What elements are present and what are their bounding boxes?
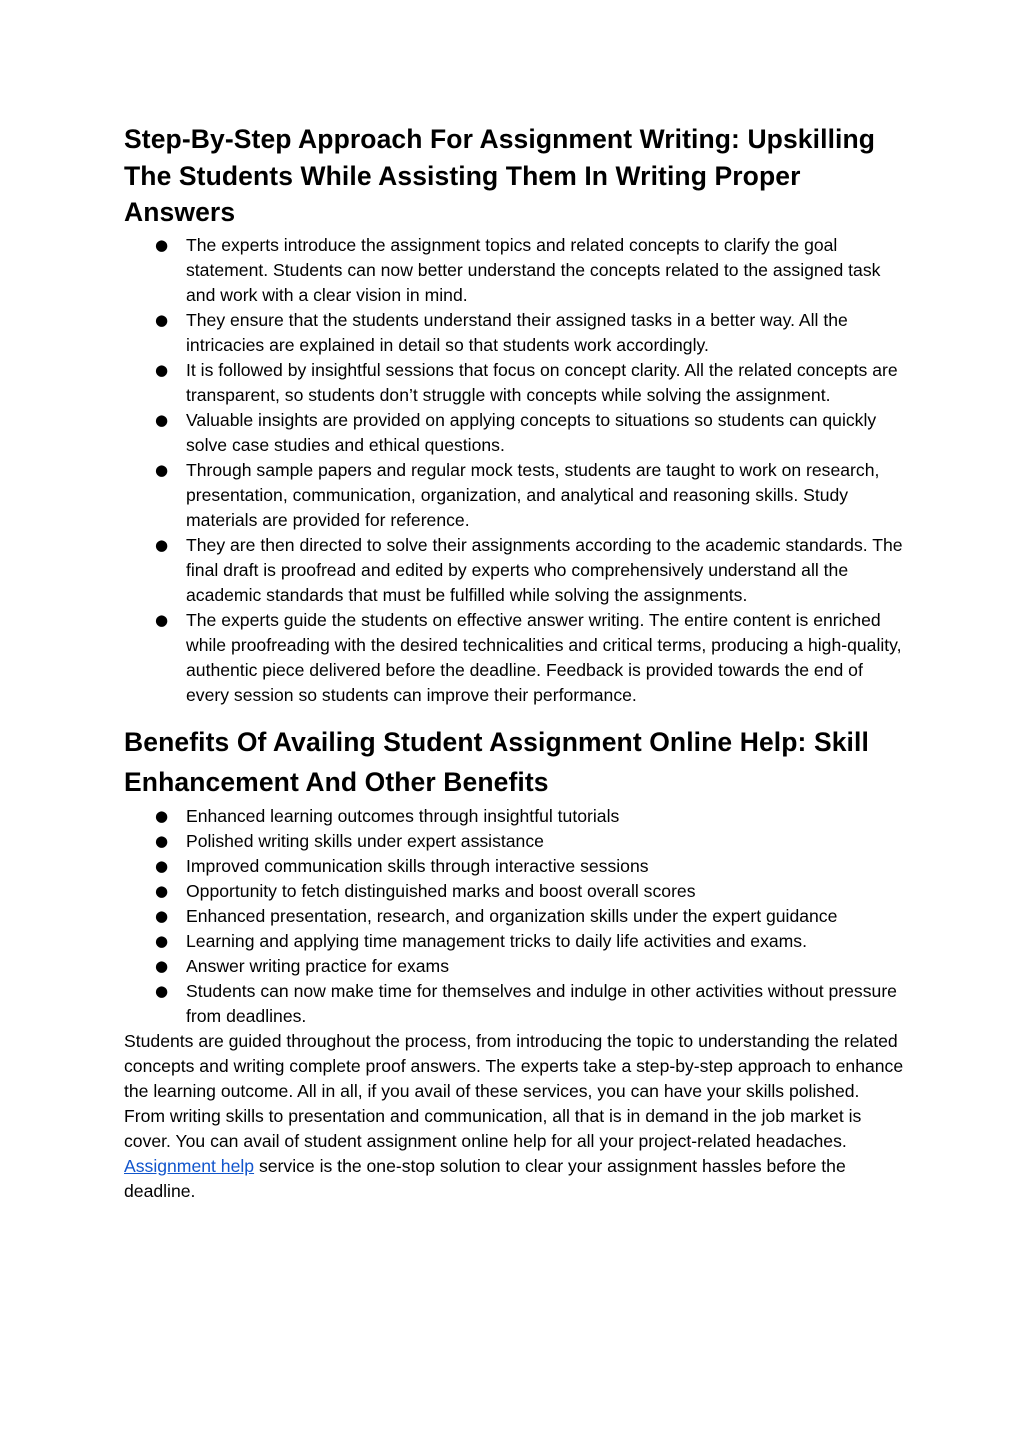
bullet-icon: ● <box>155 906 169 925</box>
section-heading-step-by-step: Step-By-Step Approach For Assignment Writing: Upskilling The Students While Assisting Them In Writing Proper Answers <box>124 124 876 227</box>
bullet-icon: ● <box>155 956 169 975</box>
closing-text-after-link: service is the one-stop solution to clear your assignment hassles before the deadline. <box>124 1155 846 1201</box>
list-item: ● Opportunity to fetch distinguished marks and boost overall scores <box>124 879 904 904</box>
bullet-icon: ● <box>155 535 169 554</box>
list-item: ● They are then directed to solve their assignments according to the academic standards. The final draft is proofread and edited by experts who comprehensively understand all the academic standards that must be fulfilled while solving the assignments. <box>155 534 903 605</box>
list-item: ● Enhanced learning outcomes through insightful tutorials <box>124 804 904 829</box>
section-heading-benefits: Benefits Of Availing Student Assignment Online Help: Skill Enhancement And Other Benefits <box>124 726 869 797</box>
list-item: ● The experts introduce the assignment topics and related concepts to clarify the goal statement. Students can now better understand the concepts related to the assigned task and work with a clear vision in mind. <box>155 234 881 305</box>
list-item: ● Answer writing practice for exams <box>124 954 904 979</box>
list-item: ● They ensure that the students understand their assigned tasks in a better way. All the intricacies are explained in detail so that students work accordingly. <box>155 309 848 355</box>
bullet-icon: ● <box>155 931 169 950</box>
list-item: ● Polished writing skills under expert assistance <box>124 829 904 854</box>
bullet-icon: ● <box>155 235 169 254</box>
benefits-list <box>124 804 904 1029</box>
list-item: ● Improved communication skills through interactive sessions <box>124 854 904 879</box>
list-item: ● The experts guide the students on effective answer writing. The entire content is enriched while proofreading with the desired technicalities and critical terms, producing a high-quality, authentic piece delivered before the deadline. Feedback is provided towards the end of every session so students can improve their performance. <box>155 609 902 705</box>
bullet-icon: ● <box>155 881 169 900</box>
bullet-icon: ● <box>155 360 169 379</box>
list-item: ● Students can now make time for themselves and indulge in other activities without pressure from deadlines. <box>155 980 897 1026</box>
bullet-icon: ● <box>155 610 169 629</box>
bullet-icon: ● <box>155 310 169 329</box>
bullet-icon: ● <box>155 460 169 479</box>
list-item: ● Enhanced presentation, research, and organization skills under the expert guidance <box>124 904 904 929</box>
list-item: ● It is followed by insightful sessions that focus on concept clarity. All the related concepts are transparent, so students don’t struggle with concepts while solving the assignment. <box>155 359 898 405</box>
step-by-step-list <box>124 233 904 708</box>
list-item: ● Learning and applying time management tricks to daily life activities and exams. <box>124 929 904 954</box>
closing-text-before-link: Students are guided throughout the process, from introducing the topic to understanding the related concepts and writing complete proof answers. The experts take a step-by-step approach to enhance the learning outcome. All in all, if you avail of these services, you can have your skills polished. From writing skills to presentation and communication, all that is in demand in the job market is cover. You can avail of student assignment online help for all your project-related headaches. <box>124 1030 904 1151</box>
bullet-icon: ● <box>155 806 169 825</box>
bullet-icon: ● <box>155 856 169 875</box>
document-content <box>124 121 904 1204</box>
closing-paragraph <box>124 1029 904 1204</box>
bullet-icon: ● <box>155 831 169 850</box>
bullet-icon: ● <box>155 981 169 1000</box>
list-item: ● Valuable insights are provided on applying concepts to situations so students can quickly solve case studies and ethical questions. <box>155 409 877 455</box>
list-item: ● Through sample papers and regular mock tests, students are taught to work on research, presentation, communication, organization, and analytical and reasoning skills. Study materials are provided for reference. <box>155 459 880 530</box>
bullet-icon: ● <box>155 410 169 429</box>
assignment-help-link[interactable]: Assignment help <box>124 1155 255 1176</box>
